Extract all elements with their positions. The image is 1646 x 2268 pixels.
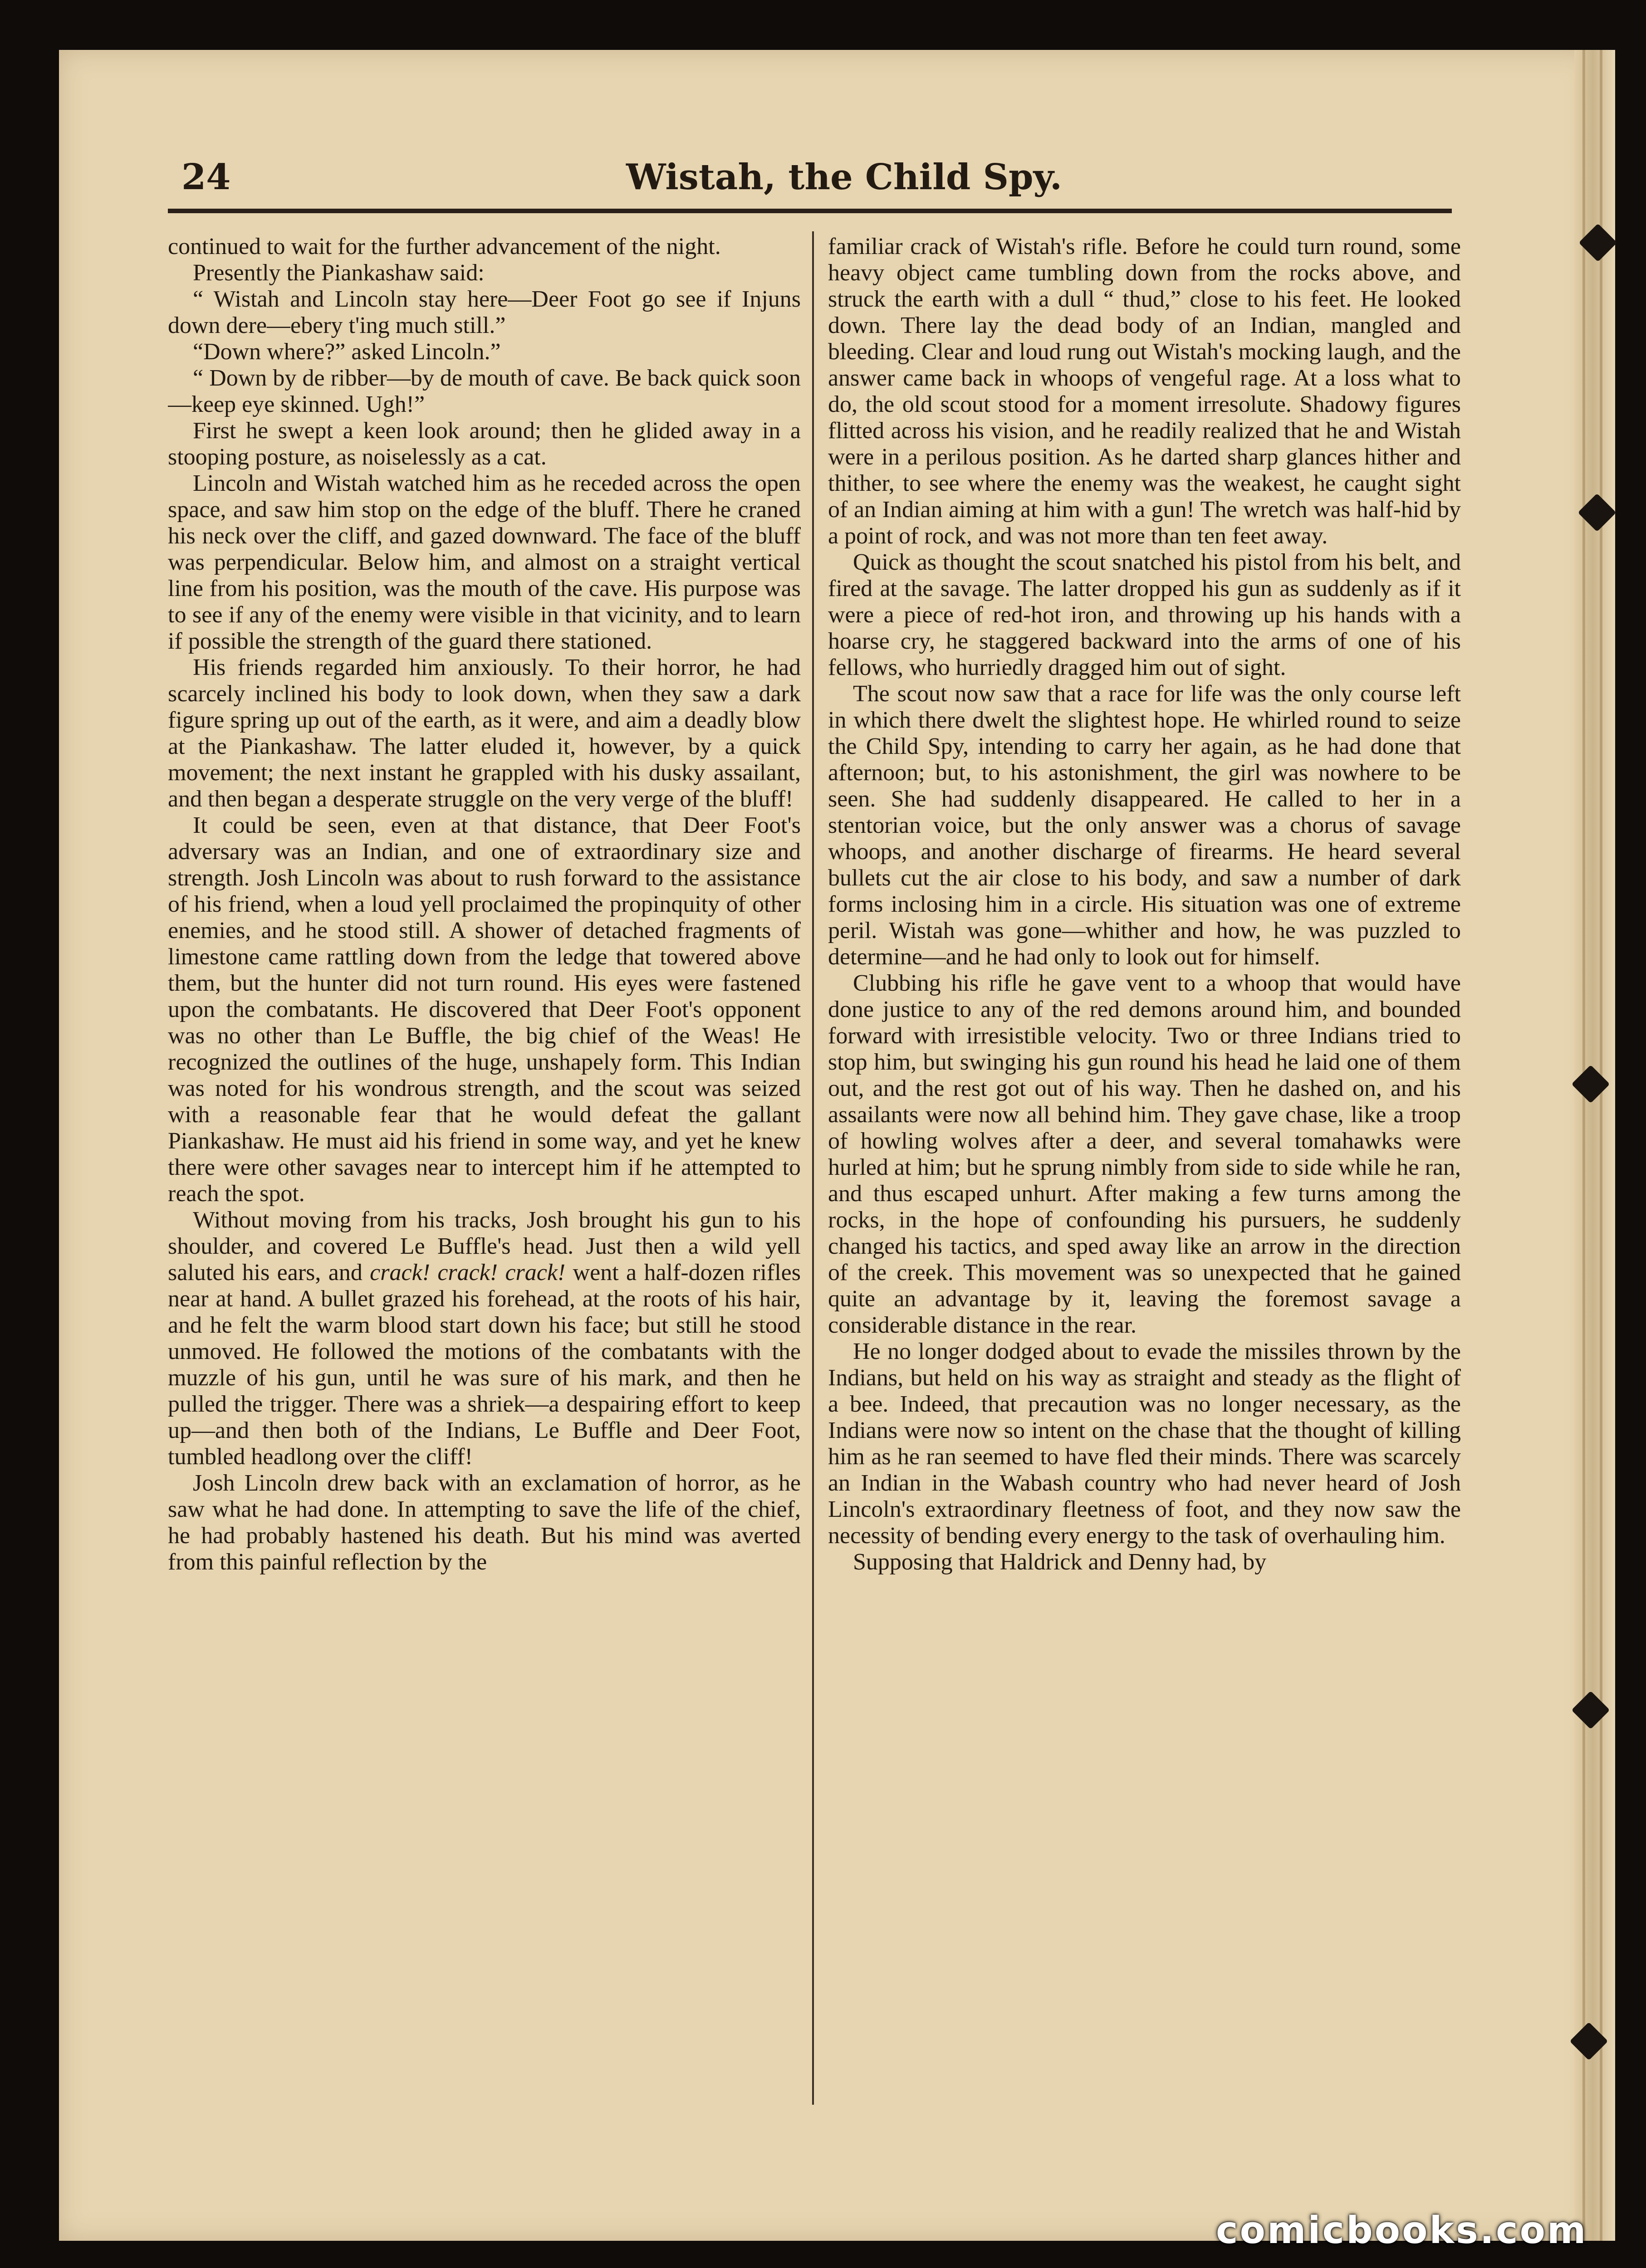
paragraph: He no longer dodged about to evade the missiles thrown by the Indians, but held on his way as straight and steady as the flight of a bee. Indeed, that precaution was no longer necessary, as the Indians were now so intent on the chase that the thought of killing him as he ran seemed to have fled their minds. There was scarcely an Indian in the Wabash country who had never heard of Josh Lincoln's extraordinary fleetness of foot, and they now saw the necessity of bending every energy to the task of overhauling him. [828, 1339, 1461, 1549]
paragraph: Without moving from his tracks, Josh brought his gun to his shoulder, and covered Le Buffle's head. Just then a wild yell saluted his ears, and crack! crack! crack! went a half-dozen rifles near at hand. A bullet grazed his forehead, at the roots of his hair, and he felt the warm blood start down his face; but still he stood unmoved. He followed the motions of the combatants with the muzzle of his gun, until he was sure of his mark, and then he pulled the trigger. There was a shriek—a despairing effort to keep up—and then both of the Indians, Le Buffle and Deer Foot, tumbled headlong over the cliff! [168, 1207, 801, 1470]
paragraph: Clubbing his rifle he gave vent to a whoop that would have done justice to any of the red demons around him, and bounded forward with irresistible velocity. Two or three Indians tried to stop him, but swinging his gun round his head he laid one of them out, and the rest got out of his way. Then he dashed on, and his assailants were now all behind him. They gave chase, like a troop of howling wolves after a deer, and several tomahawks were hurled at him; but he sprung nimbly from side to side while he ran, and thus escaped unhurt. After making a few turns among the rocks, in the hope of confounding his pursuers, he suddenly changed his tactics, and sped away like an arrow in the direction of the creek. This movement was so unexpected that he gained quite an advantage by it, leaving the foremost savage a considerable distance in the rear. [828, 970, 1461, 1338]
site-watermark: comicbooks.com [1216, 2209, 1588, 2252]
paragraph: familiar crack of Wistah's rifle. Before he could turn round, some heavy object came tumbling down from the rocks above, and struck the earth with a dull “ thud,” close to his feet. He looked down. There lay the dead body of an Indian, mangled and bleeding. Clear and loud rung out Wistah's mocking laugh, and the answer came back in whoops of vengeful rage. At a loss what to do, the old scout stood for a moment irresolute. Shadowy figures flitted across his vision, and he readily realized that he and Wistah were in a perilous position. As he darted sharp glances hither and thither, to see where the enemy was the weakest, he caught sight of an Indian aiming at him with a gun! The wretch was half-hid by a point of rock, and was not more than ten feet away. [828, 234, 1461, 549]
paragraph: It could be seen, even at that distance, that Deer Foot's adversary was an Indian, and one of extraordinary size and strength. Josh Lincoln was about to rush forward to the assistance of his friend, when a loud yell proclaimed the propinquity of other enemies, and he stood still. A shower of detached fragments of limestone came rattling down from the ledge that towered above them, but the hunter did not turn round. His eyes were fastened upon the combatants. He discovered that Deer Foot's opponent was no other than Le Buffle, the big chief of the Weas! He recognized the outlines of the huge, unshapely form. This Indian was noted for his wondrous strength, and the scout was seized with a reasonable fear that he would defeat the gallant Piankashaw. He must aid his friend in some way, and yet he knew there were other savages near to intercept him if he attempted to reach the spot. [168, 812, 801, 1207]
gutter-line [1600, 50, 1602, 2241]
right-text-column [828, 234, 1461, 2130]
paragraph: Josh Lincoln drew back with an exclamation of horror, as he saw what he had done. In attempting to save the life of the chief, he had probably hastened his death. But his mind was averted from this painful reflection by the [168, 1470, 801, 1575]
paragraph: “Down where?” asked Lincoln.” [193, 339, 501, 365]
paragraph: “ Wistah and Lincoln stay here—Deer Foot go see if Injuns down dere—ebery t'ing much still.” [168, 286, 801, 338]
paragraph: continued to wait for the further advancement of the night. [168, 234, 721, 259]
running-title: Wistah, the Child Spy. [626, 156, 1063, 198]
paragraph: First he swept a keen look around; then he glided away in a stooping posture, as noiselessly as a cat. [168, 418, 801, 470]
left-text-column [168, 234, 801, 2130]
paragraph: The scout now saw that a race for life was the only course left in which there dwelt the slightest hope. He whirled round to seize the Child Spy, intending to carry her again, as he had done that afternoon; but, to his astonishment, the girl was nowhere to be seen. She had suddenly disappeared. He called to her in a stentorian voice, but the only answer was a chorus of savage whoops, and another discharge of firearms. He heard several bullets cut the air close to his body, and saw a number of dark forms inclosing him in a circle. His situation was one of extreme peril. Wistah was gone—whither and how, he was puzzled to determine—and he had only to look out for himself. [828, 681, 1461, 970]
paragraph: Supposing that Haldrick and Denny had, by [853, 1549, 1267, 1575]
column-divider [812, 231, 814, 2105]
paragraph: “ Down by de ribber—by de mouth of cave. Be back quick soon—keep eye skinned. Ugh!” [168, 365, 801, 417]
gutter-line [1582, 50, 1585, 2241]
page-number: 24 [181, 156, 231, 198]
binding-gutter [1574, 50, 1615, 2241]
header-rule [168, 209, 1452, 213]
paragraph: His friends regarded him anxiously. To their horror, he had scarcely inclined his body to look down, when they saw a dark figure spring up out of the earth, as it were, and aim a deadly blow at the Piankashaw. The latter eluded it, however, by a quick movement; the next instant he grappled with his dusky assailant, and then began a desperate struggle on the very verge of the bluff! [168, 655, 801, 812]
paragraph: Quick as thought the scout snatched his pistol from his belt, and fired at the savage. The latter dropped his gun as suddenly as if it were a piece of red-hot iron, and throwing up his hands with a hoarse cry, he staggered backward into the arms of one of his fellows, who hurriedly dragged him out of sight. [828, 549, 1461, 680]
paragraph: Presently the Piankashaw said: [193, 260, 485, 286]
paragraph: Lincoln and Wistah watched him as he receded across the open space, and saw him stop on the edge of the bluff. There he craned his neck over the cliff, and gazed downward. The face of the bluff was perpendicular. Below him, and almost on a straight vertical line from his position, was the mouth of the cave. His purpose was to see if any of the enemy were visible in that vicinity, and to learn if possible the strength of the guard there stationed. [168, 470, 801, 654]
page-header [168, 152, 1456, 202]
